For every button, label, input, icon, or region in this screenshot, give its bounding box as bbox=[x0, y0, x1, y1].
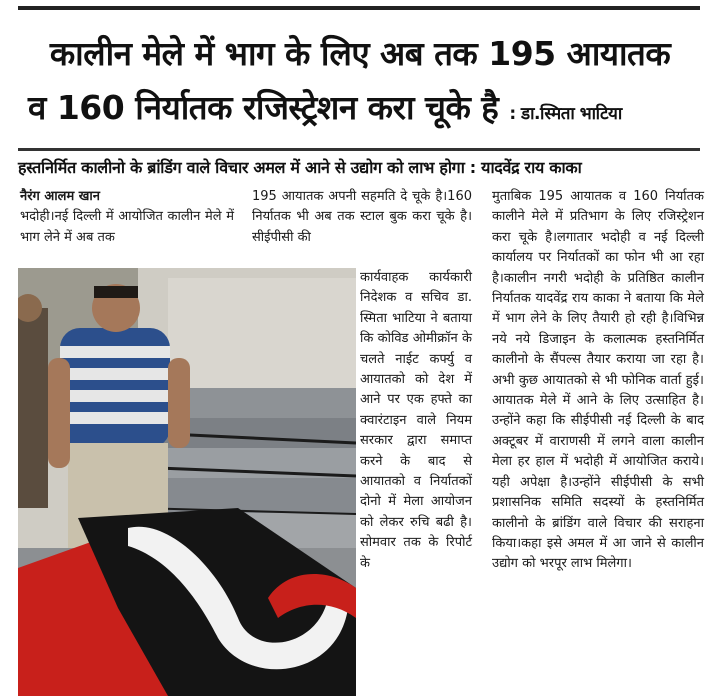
photo-illustration bbox=[18, 268, 356, 696]
subheadline: हस्तनिर्मित कालीनो के ब्रांडिंग वाले विचार अमल में आने से उद्योग को लाभ होगा : यादवेंद्र राय काका bbox=[18, 158, 582, 177]
article-column-2-top bbox=[252, 187, 472, 248]
article-column-2 bbox=[360, 268, 472, 574]
headline-line-1: कालीन मेले में भाग के लिए अब तक 195 आयातक bbox=[49, 34, 671, 73]
headline-line-2 bbox=[28, 88, 708, 134]
article-text-col3: मुताबिक 195 आयातक व 160 निर्यातक कालीने मेले में प्रतिभाग के लिए रजिस्ट्रेशन करा चूके है।लगातार भदोही व नई दिल्ली कार्यालय पर निर्यातकों का फोन भी आ रहा है।कालीन नगरी भदोही के प्रतिष्ठित कालीन निर्यातक यादवेंद्र राय काका ने बताया कि मेले में भाग लेने के लिए तैयारी हो रही है।विभिन्न नये नये डिजाइन के कलात्मक हस्तनिर्मित कालीनो के सैंपल्स तैयार कराया जा रहा है।अभी कुछ आयातको से भी फोनिक वार्ता हुई।आयातक मेले में आने के लिए उत्साहित है।उन्होंने कहा कि सीईपीसी नई दिल्ली के बाद अक्टूबर में वाराणसी में लगने वाला कालीन मेला हर हाल में भदोही में आयोजित कराये।यही अपेक्षा है।उन्होंने सीईपीसी के सभी प्रशासनिक समिति सदस्यों के हस्तनिर्मित कालीनो के ब्रांडिंग वाले विचार की सराहना किया।कहा इसे अमल में आ जाने से कालीन उद्योग को भरपूर लाभ मिलेगा। bbox=[492, 189, 704, 572]
divider-rule bbox=[18, 148, 700, 151]
article-text-col2-top: 195 आयातक अपनी सहमति दे चूके है।160 निर्यातक भी अब तक स्टाल बुक करा चूके है।सीईपीसी की bbox=[252, 189, 472, 245]
news-photo bbox=[18, 268, 356, 696]
reporter-name: नैरंग आलम खान bbox=[20, 189, 100, 204]
headline-byline: : डा.स्मिता भाटिया bbox=[509, 104, 622, 124]
article-column-1 bbox=[20, 187, 234, 248]
article-column-3 bbox=[492, 187, 704, 575]
article-text-col2: कार्यवाहक कार्यकारी निदेशक व सचिव डा. स्मिता भाटिया ने बताया कि कोविड ओमीक्रॉन के चलते नाईट कर्फ्यु व आयातको को देश में आने पर एक हफ्ते का क्वारंटाइन वाले नियम सरकार द्वारा समाप्त करने के बाद से आयातको व निर्यातकों दोनो में मेला आयोजन को लेकर रुचि बढी है।सोमवार तक के रिपोर्ट के bbox=[360, 270, 472, 571]
article-text-col1: भदोही।नई दिल्ली में आयोजित कालीन मेले में भाग लेने में अब तक bbox=[20, 209, 234, 245]
top-rule bbox=[18, 6, 700, 10]
headline-line-2-text: व 160 निर्यातक रजिस्ट्रेशन करा चूके है bbox=[28, 88, 499, 127]
